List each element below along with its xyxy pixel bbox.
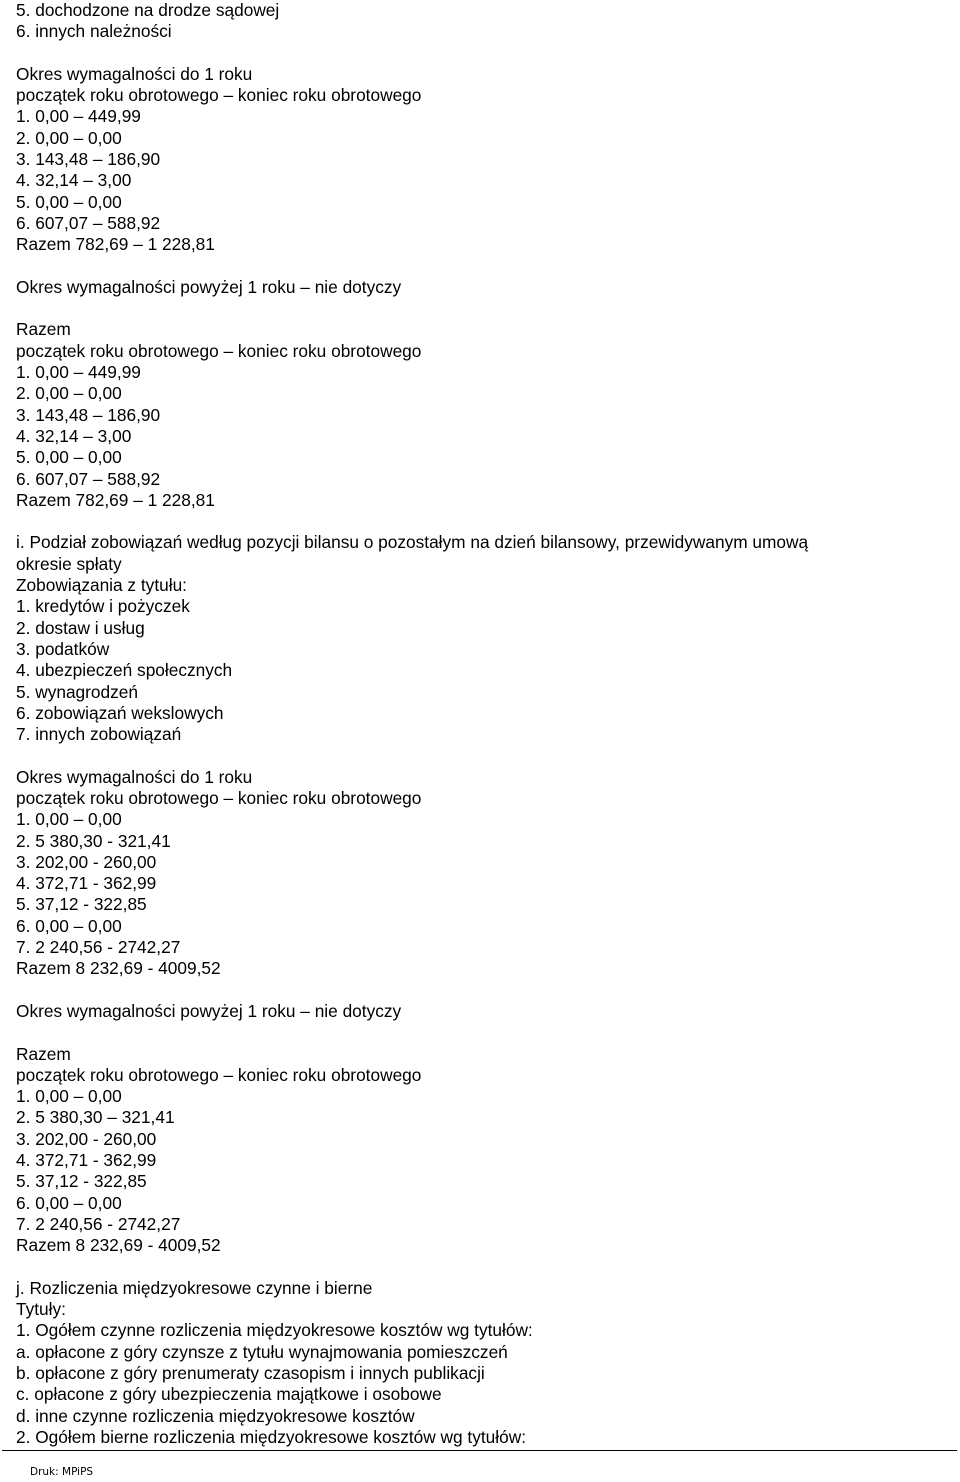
text-line: 5. 37,12 - 322,85 <box>16 1171 147 1192</box>
text-line: początek roku obrotowego – koniec roku obrotowego <box>16 1064 422 1085</box>
text-line: Razem 782,69 – 1 228,81 <box>16 234 215 255</box>
text-line: Okres wymagalności do 1 roku <box>16 63 253 84</box>
blank-line <box>16 1257 951 1278</box>
text-line: 5. dochodzone na drodze sądowej <box>16 0 280 20</box>
text-line: 4. 372,71 - 362,99 <box>16 1150 157 1171</box>
blank-line <box>16 980 951 1001</box>
text-line: 6. 0,00 – 0,00 <box>16 915 122 936</box>
text-line: d. inne czynne rozliczenia międzyokresowe kosztów <box>16 1405 415 1426</box>
blank-line <box>16 745 951 766</box>
text-line: okresie spłaty <box>16 553 122 574</box>
text-line: 1. Ogółem czynne rozliczenia międzyokresowe kosztów wg tytułów: <box>16 1320 533 1341</box>
text-line: 2. 0,00 – 0,00 <box>16 127 122 148</box>
text-line: 5. 0,00 – 0,00 <box>16 191 122 212</box>
document-body <box>16 0 951 1448</box>
text-line: 1. kredytów i pożyczek <box>16 596 190 617</box>
text-line: 6. 607,07 – 588,92 <box>16 212 161 233</box>
text-line: 4. 32,14 – 3,00 <box>16 170 132 191</box>
text-line: 3. 202,00 - 260,00 <box>16 851 157 872</box>
footer-divider <box>2 1450 957 1451</box>
text-line: 6. innych należności <box>16 21 172 42</box>
text-line: Razem 782,69 – 1 228,81 <box>16 489 215 510</box>
text-line: 6. zobowiązań wekslowych <box>16 702 224 723</box>
text-line: j. Rozliczenia międzyokresowe czynne i bierne <box>16 1277 373 1298</box>
text-line: Razem 8 232,69 - 4009,52 <box>16 1235 221 1256</box>
blank-line <box>16 511 951 532</box>
text-line: 2. 5 380,30 - 321,41 <box>16 830 171 851</box>
text-line: 5. wynagrodzeń <box>16 681 139 702</box>
text-line: 7. 2 240,56 - 2742,27 <box>16 937 181 958</box>
text-line: 2. 0,00 – 0,00 <box>16 383 122 404</box>
text-line: 3. 143,48 – 186,90 <box>16 404 161 425</box>
blank-line <box>16 298 951 319</box>
footer-print-label: Druk: MPiPS <box>30 1466 94 1478</box>
text-line: c. opłacone z góry ubezpieczenia majątkowe i osobowe <box>16 1384 442 1405</box>
text-line: 3. podatków <box>16 638 110 659</box>
text-line: 6. 0,00 – 0,00 <box>16 1192 122 1213</box>
text-line: 5. 0,00 – 0,00 <box>16 447 122 468</box>
text-line: 5. 37,12 - 322,85 <box>16 894 147 915</box>
text-line: Zobowiązania z tytułu: <box>16 575 187 596</box>
text-line: a. opłacone z góry czynsze z tytułu wynajmowania pomieszczeń <box>16 1341 508 1362</box>
text-line: 4. 32,14 – 3,00 <box>16 425 132 446</box>
blank-line <box>16 1022 951 1043</box>
text-line: 7. innych zobowiązań <box>16 724 182 745</box>
text-line: 6. 607,07 – 588,92 <box>16 468 161 489</box>
text-line: początek roku obrotowego – koniec roku obrotowego <box>16 340 422 361</box>
text-line: Razem <box>16 319 71 340</box>
text-line: 1. 0,00 – 449,99 <box>16 362 141 383</box>
text-line: 1. 0,00 – 0,00 <box>16 1086 122 1107</box>
text-line: 2. Ogółem bierne rozliczenia międzyokresowe kosztów wg tytułów: <box>16 1426 527 1447</box>
text-line: Razem 8 232,69 - 4009,52 <box>16 958 221 979</box>
text-line: Okres wymagalności powyżej 1 roku – nie dotyczy <box>16 1000 402 1021</box>
text-line: 2. dostaw i usług <box>16 617 145 638</box>
text-line: Okres wymagalności do 1 roku <box>16 766 253 787</box>
text-line: i. Podział zobowiązań według pozycji bilansu o pozostałym na dzień bilansowy, przewidywanym umową <box>16 532 809 553</box>
text-line: 1. 0,00 – 0,00 <box>16 809 122 830</box>
text-line: 4. 372,71 - 362,99 <box>16 873 157 894</box>
text-line: b. opłacone z góry prenumeraty czasopism i innych publikacji <box>16 1363 485 1383</box>
text-line: początek roku obrotowego – koniec roku obrotowego <box>16 85 422 106</box>
blank-line <box>16 256 951 277</box>
text-line: Razem <box>16 1043 71 1064</box>
text-line: 3. 143,48 – 186,90 <box>16 149 161 170</box>
text-line: 4. ubezpieczeń społecznych <box>16 660 233 681</box>
text-line: początek roku obrotowego – koniec roku obrotowego <box>16 787 422 808</box>
text-line: 1. 0,00 – 449,99 <box>16 106 141 127</box>
text-line: 2. 5 380,30 – 321,41 <box>16 1107 175 1128</box>
text-line: Tytuły: <box>16 1299 66 1320</box>
blank-line <box>16 43 951 64</box>
text-line: 3. 202,00 - 260,00 <box>16 1128 157 1149</box>
text-line: 7. 2 240,56 - 2742,27 <box>16 1213 181 1234</box>
text-line: Okres wymagalności powyżej 1 roku – nie dotyczy <box>16 276 402 297</box>
